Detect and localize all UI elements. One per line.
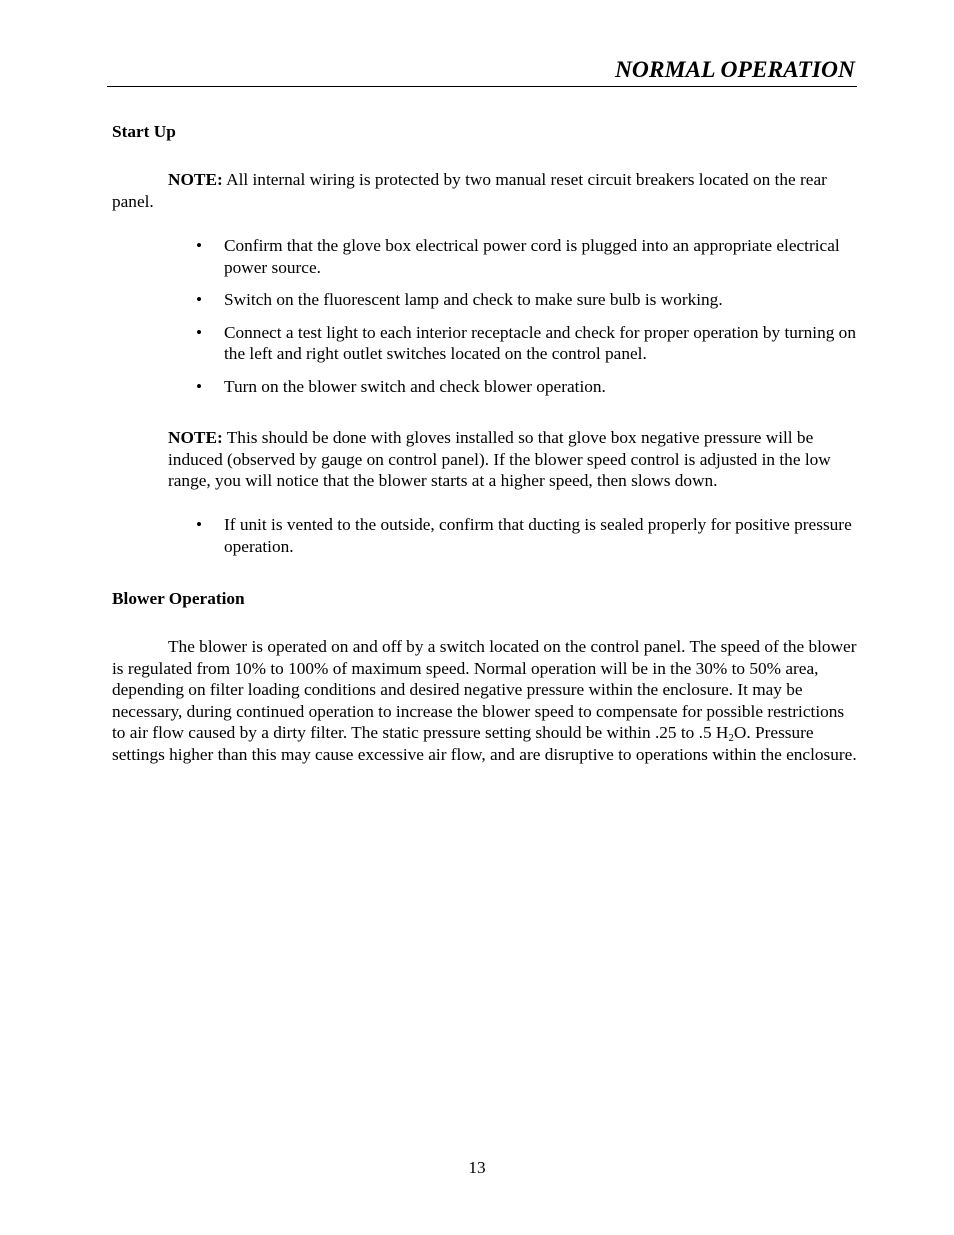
note-label: NOTE:: [168, 170, 223, 189]
section-heading-blower-operation: Blower Operation: [112, 589, 245, 608]
note-text: All internal wiring is protected by two manual reset circuit breakers located on the rear panel.: [112, 170, 827, 211]
list-item-text: Connect a test light to each interior receptacle and check for proper operation by turning on the left and right outlet switches located on the control panel.: [224, 322, 856, 363]
page-title: NORMAL OPERATION: [614, 57, 855, 83]
list-item: [196, 289, 856, 311]
page-header: [107, 56, 857, 87]
list-item-text: Confirm that the glove box electrical power cord is plugged into an appropriate electrical power source.: [224, 236, 840, 277]
note-label: NOTE:: [168, 428, 223, 447]
subscript-text: 2: [728, 732, 734, 744]
blower-operation-paragraph: [112, 636, 857, 765]
list-item: [196, 235, 856, 278]
list-item-text: Turn on the blower switch and check blower operation.: [224, 376, 606, 396]
section-heading-start-up: Start Up: [112, 122, 176, 141]
bullet-icon: •: [196, 322, 203, 342]
list-item: [196, 322, 856, 365]
list-item: [196, 376, 856, 398]
paragraph-text: The blower is operated on and off by a switch located on the control panel. The speed of the blower is regulated from 10% to 100% of maximum speed. Normal operation will be in the 30% to 50% area, depending on filter loading conditions and desired negative pressure within the enclosure. It may be necessary, during continued operation to increase the blower speed to compensate for possible restrictions to air flow caused by a dirty filter. The static pressure setting should be within .25 to .5 H: [112, 637, 857, 742]
note-paragraph-wiring: [112, 169, 857, 212]
paragraph-text-continued: O. Pressure settings higher than this may cause excessive air flow, and are disruptive to operations within the enclosure.: [112, 723, 857, 764]
list-item-text: Switch on the fluorescent lamp and check to make sure bulb is working.: [224, 290, 723, 309]
bullet-icon: •: [196, 290, 203, 309]
page-number: 13: [468, 1158, 486, 1177]
note-paragraph-gloves: [168, 427, 860, 492]
list-item: [196, 514, 856, 557]
startup-checklist: [196, 235, 856, 408]
bullet-icon: •: [196, 515, 203, 534]
note-text: This should be done with gloves installed so that glove box negative pressure will be induced (observed by gauge on control panel). If the blower speed control is adjusted in the low range, you will notice that the blower starts at a higher speed, then slows down.: [168, 428, 831, 490]
bullet-icon: •: [196, 236, 203, 255]
list-item-text: If unit is vented to the outside, confirm that ducting is sealed properly for positive pressure operation.: [224, 515, 852, 556]
bullet-icon: •: [196, 376, 203, 396]
venting-checklist: [196, 514, 856, 568]
